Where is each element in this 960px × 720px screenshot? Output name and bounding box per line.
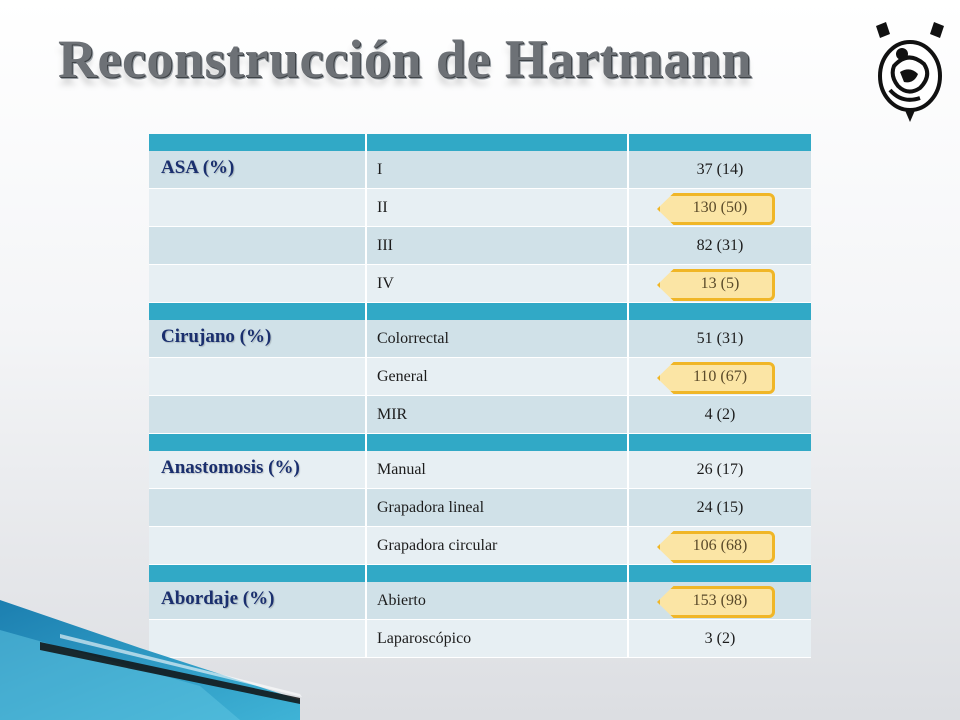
table-row xyxy=(149,527,811,565)
subcategory-label: Grapadora lineal xyxy=(377,498,485,516)
value-cell xyxy=(629,265,811,303)
subcategory-cell xyxy=(367,151,629,189)
decorative-swoosh xyxy=(0,590,460,720)
subcategory-cell xyxy=(367,489,629,527)
table-row xyxy=(149,320,811,358)
section-separator xyxy=(149,303,811,320)
subcategory-cell xyxy=(367,265,629,303)
table-row xyxy=(149,451,811,489)
section-separator xyxy=(149,434,811,451)
value-cell xyxy=(629,358,811,396)
subcategory-cell xyxy=(367,451,629,489)
table-row xyxy=(149,189,811,227)
subcategory-cell xyxy=(367,396,629,434)
value-text: 51 (31) xyxy=(696,329,744,347)
subcategory-label: Abierto xyxy=(377,591,426,609)
group-cell xyxy=(149,358,367,396)
group-cell xyxy=(149,320,367,358)
subcategory-label: II xyxy=(377,198,388,216)
table-row xyxy=(149,489,811,527)
value-text: 153 (98) xyxy=(692,591,748,609)
table-row xyxy=(149,151,811,189)
subcategory-cell xyxy=(367,189,629,227)
group-label: Anastomosis (%) xyxy=(161,457,300,478)
group-cell xyxy=(149,227,367,265)
subcategory-label: Laparoscópico xyxy=(377,629,472,647)
value-text: 110 (67) xyxy=(692,367,748,385)
table-row xyxy=(149,358,811,396)
group-cell xyxy=(149,451,367,489)
value-text: 26 (17) xyxy=(696,460,744,478)
subcategory-cell xyxy=(367,227,629,265)
group-cell xyxy=(149,527,367,565)
subcategory-cell xyxy=(367,358,629,396)
subcategory-cell xyxy=(367,527,629,565)
table-row xyxy=(149,265,811,303)
subcategory-label: I xyxy=(377,160,383,178)
data-table xyxy=(149,134,811,658)
subcategory-label: IV xyxy=(377,274,394,292)
value-cell xyxy=(629,227,811,265)
table-row xyxy=(149,227,811,265)
group-cell xyxy=(149,151,367,189)
value-cell xyxy=(629,151,811,189)
value-text: 24 (15) xyxy=(696,498,744,516)
group-cell xyxy=(149,189,367,227)
subcategory-label: MIR xyxy=(377,405,408,423)
value-cell xyxy=(629,527,811,565)
group-label: ASA (%) xyxy=(161,157,235,178)
value-cell xyxy=(629,582,811,620)
group-label: Abordaje (%) xyxy=(161,588,275,609)
value-cell xyxy=(629,320,811,358)
value-cell xyxy=(629,396,811,434)
subcategory-label: Colorrectal xyxy=(377,329,449,347)
value-text: 13 (5) xyxy=(700,274,740,292)
group-label: Cirujano (%) xyxy=(161,326,272,347)
value-text: 37 (14) xyxy=(696,160,744,178)
slide-title: Reconstrucción de Hartmann xyxy=(58,29,752,89)
group-cell xyxy=(149,489,367,527)
value-text: 4 (2) xyxy=(704,405,736,423)
group-cell xyxy=(149,396,367,434)
value-text: 130 (50) xyxy=(692,198,748,216)
subcategory-label: Manual xyxy=(377,460,426,478)
group-cell xyxy=(149,265,367,303)
value-text: 3 (2) xyxy=(704,629,736,647)
subcategory-label: Grapadora circular xyxy=(377,536,498,554)
subcategory-label: III xyxy=(377,236,393,254)
value-text: 82 (31) xyxy=(696,236,744,254)
section-separator xyxy=(149,565,811,582)
value-text: 106 (68) xyxy=(692,536,748,554)
subcategory-label: General xyxy=(377,367,428,385)
emblem-icon xyxy=(872,20,948,124)
value-cell xyxy=(629,620,811,658)
value-cell xyxy=(629,189,811,227)
value-cell xyxy=(629,489,811,527)
value-cell xyxy=(629,451,811,489)
table-row xyxy=(149,396,811,434)
section-separator xyxy=(149,134,811,151)
subcategory-cell xyxy=(367,320,629,358)
